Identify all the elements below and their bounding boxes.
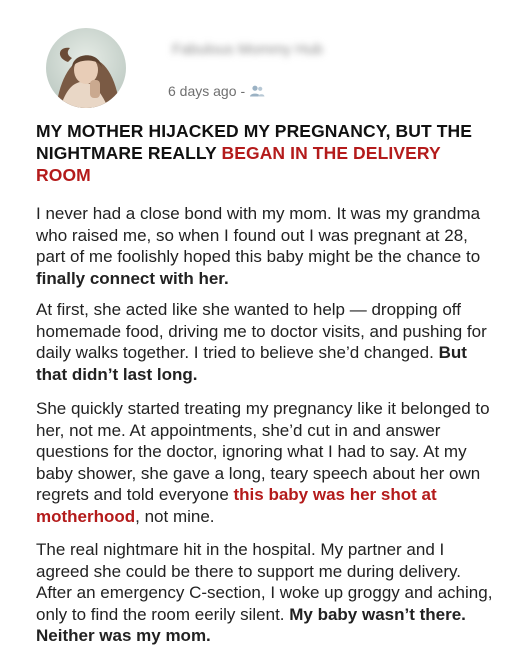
paragraph-3-bold-red: this baby was her shot at motherhood <box>36 485 437 526</box>
post-headline <box>36 120 486 186</box>
meta-separator: - <box>240 83 246 99</box>
headline-red-text: BEGAN IN THE DELIVERY ROOM <box>36 143 441 185</box>
post-meta <box>168 83 265 99</box>
paragraph-1-text: I never had a close bond with my mom. It was my grandma who raised me, so when I found out I was pregnant at 28, part of me foolishly hoped this baby might be the chance to <box>36 204 481 266</box>
paragraph-1-bold: finally connect with her. <box>36 268 229 288</box>
paragraph-2 <box>36 299 496 385</box>
avatar-photo <box>46 28 126 108</box>
headline-text: MY MOTHER HIJACKED MY PREGNANCY, BUT THE NIGHTMARE REALLY <box>36 121 473 163</box>
paragraph-2-text: At first, she acted like she wanted to help — dropping off homemade food, driving me to doctor visits, and pushing for daily walks together. I tried to believe she’d changed. <box>36 300 487 362</box>
friends-icon[interactable] <box>249 84 265 98</box>
paragraph-3-text: She quickly started treating my pregnancy like it belonged to her, not me. At appointments, she’d cut in and answer questions for the doctor, ignoring what I had to say. At my baby shower, she gave a long, teary speech about her own regrets and told everyone <box>36 399 490 504</box>
paragraph-4-text: The real nightmare hit in the hospital. My partner and I agreed she could be there to support me during delivery. After an emergency C-section, I woke up groggy and aching, only to find the room eerily silent. <box>36 540 493 624</box>
post-timestamp[interactable]: 6 days ago <box>168 83 237 99</box>
paragraph-4-bold: My baby wasn’t there. Neither was my mom. <box>36 604 466 645</box>
paragraph-4 <box>36 539 496 647</box>
author-avatar[interactable] <box>46 28 126 108</box>
author-name[interactable]: Fabulous Mommy Hub <box>172 41 323 58</box>
paragraph-3-tail: , not mine. <box>135 506 215 526</box>
paragraph-2-bold: But that didn’t last long. <box>36 343 467 384</box>
post-header <box>46 28 486 108</box>
paragraph-3 <box>36 398 496 527</box>
paragraph-1 <box>36 203 496 289</box>
